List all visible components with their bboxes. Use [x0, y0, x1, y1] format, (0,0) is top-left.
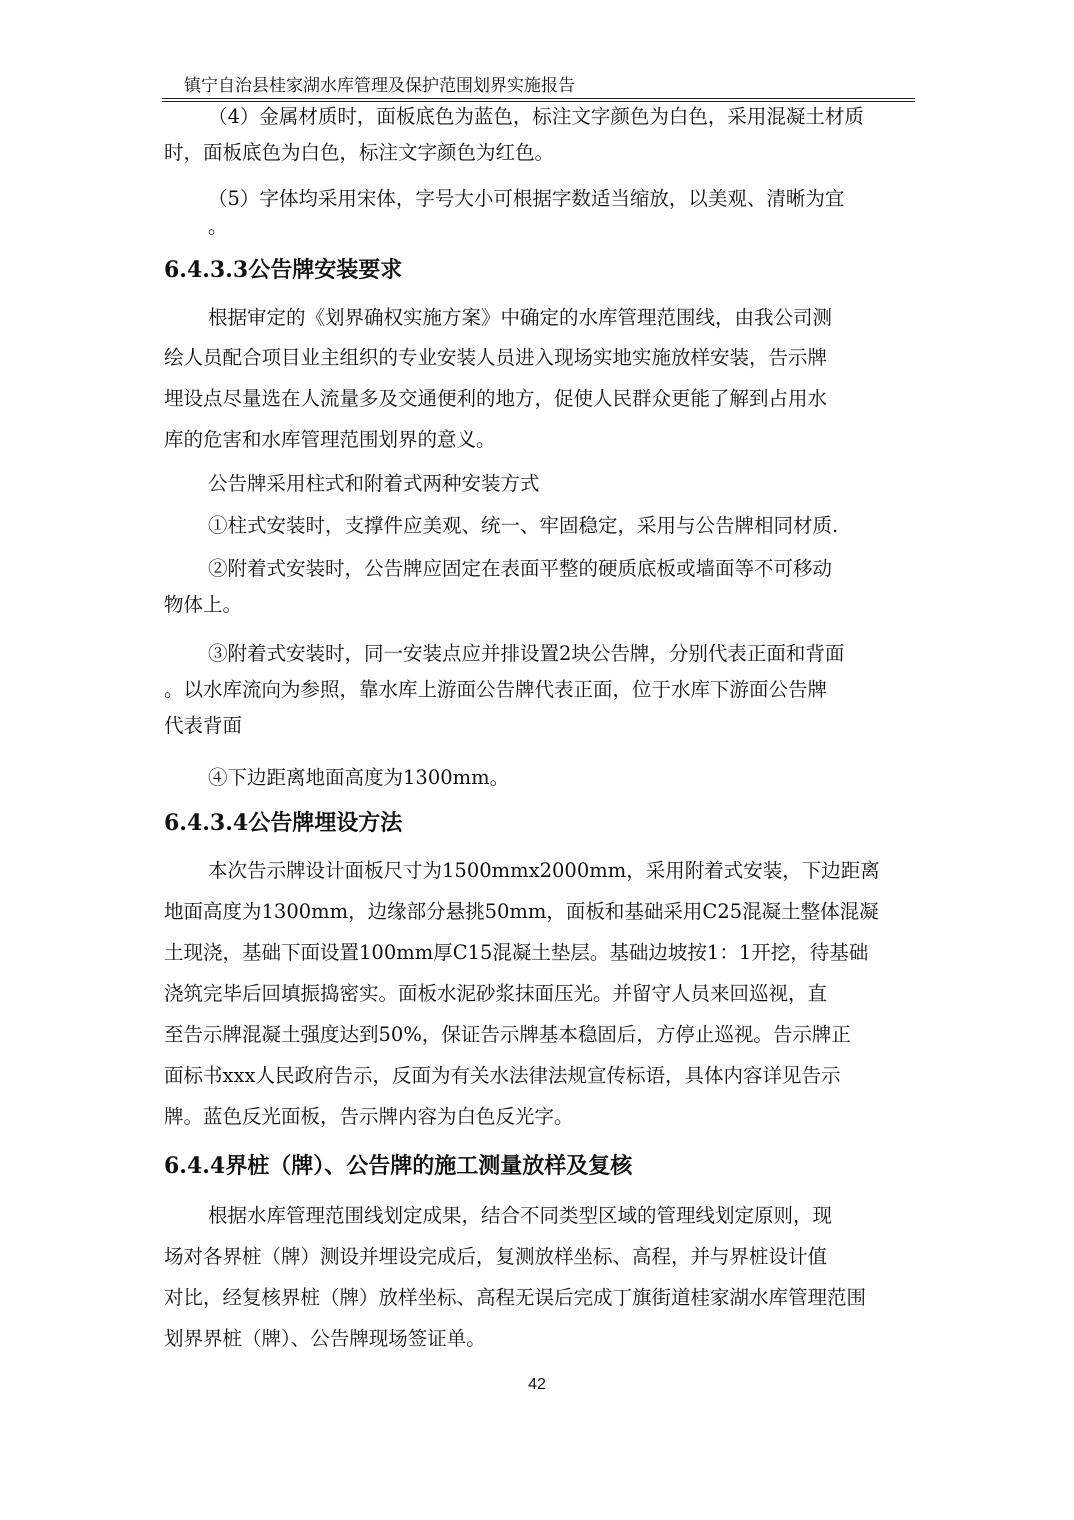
section-heading: 6.4.3.4公告牌埋设方法: [164, 810, 403, 836]
paragraph-line: 至告示牌混凝土强度达到50%，保证告示牌基本稳固后，方停止巡视。告示牌正: [164, 1023, 851, 1046]
paragraph-line: 对比，经复核界桩（牌）放样坐标、高程无误后完成丁旗街道桂家湖水库管理范围: [164, 1286, 867, 1309]
paragraph-line: 牌。蓝色反光面板，告示牌内容为白色反光字。: [164, 1105, 574, 1128]
section-heading: 6.4.4界桩（牌）、公告牌的施工测量放样及复核: [164, 1153, 633, 1179]
paragraph-line: 。: [208, 215, 228, 238]
paragraph-line: （5）字体均采用宋体，字号大小可根据字数适当缩放，以美观、清晰为宜: [208, 187, 845, 210]
list-item: ①柱式安装时，支撑件应美观、统一、牢固稳定，采用与公告牌相同材质.: [208, 514, 839, 537]
paragraph-line: 土现浇，基础下面设置100mm厚C15混凝土垫层。基础边坡按1：1开挖，待基础: [164, 941, 869, 964]
section-heading: 6.4.3.3公告牌安装要求: [164, 257, 403, 283]
paragraph-line: 本次告示牌设计面板尺寸为1500mmx2000mm，采用附着式安装，下边距离: [208, 859, 880, 882]
list-item: ④下边距离地面高度为1300mm。: [208, 766, 510, 789]
paragraph-line: （4）金属材质时，面板底色为蓝色，标注文字颜色为白色，采用混凝土材质: [208, 105, 864, 128]
list-item-continued: 物体上。: [164, 593, 243, 616]
list-item-continued: 。以水库流向为参照，靠水库上游面公告牌代表正面，位于水库下游面公告牌: [164, 678, 828, 701]
paragraph-line: 根据审定的《划界确权实施方案》中确定的水库管理范围线，由我公司测: [208, 306, 833, 329]
paragraph-line: 时，面板底色为白色，标注文字颜色为红色。: [164, 141, 555, 164]
header-rule-double: [162, 101, 915, 102]
running-header: 镇宁自治县桂家湖水库管理及保护范围划界实施报告: [184, 76, 575, 96]
paragraph-line: 埋设点尽量选在人流量多及交通便利的地方，促使人民群众更能了解到占用水: [164, 387, 828, 410]
paragraph-line: 场对各界桩（牌）测设并埋设完成后，复测放样坐标、高程，并与界桩设计值: [164, 1245, 828, 1268]
header-rule: [162, 98, 915, 99]
paragraph-line: 公告牌采用柱式和附着式两种安装方式: [208, 472, 540, 495]
paragraph-line: 地面高度为1300mm，边缘部分悬挑50mm，面板和基础采用C25混凝土整体混凝: [164, 900, 879, 923]
list-item-continued: 代表背面: [164, 714, 243, 737]
list-item: ②附着式安装时，公告牌应固定在表面平整的硬质底板或墙面等不可移动: [208, 557, 833, 580]
page-number: 42: [528, 1376, 546, 1393]
paragraph-line: 划界界桩（牌）、公告牌现场签证单。: [164, 1327, 486, 1350]
paragraph-line: 浇筑完毕后回填振捣密实。面板水泥砂浆抹面压光。并留守人员来回巡视，直: [164, 982, 828, 1005]
list-item: ③附着式安装时，同一安装点应并排设置2块公告牌，分别代表正面和背面: [208, 642, 845, 665]
paragraph-line: 根据水库管理范围线划定成果，结合不同类型区域的管理线划定原则，现: [208, 1204, 833, 1227]
paragraph-line: 面标书xxx人民政府告示，反面为有关水法律法规宣传标语，具体内容详见告示: [164, 1064, 841, 1087]
paragraph-line: 库的危害和水库管理范围划界的意义。: [164, 428, 496, 451]
paragraph-line: 绘人员配合项目业主组织的专业安装人员进入现场实地实施放样安装，告示牌: [164, 346, 828, 369]
